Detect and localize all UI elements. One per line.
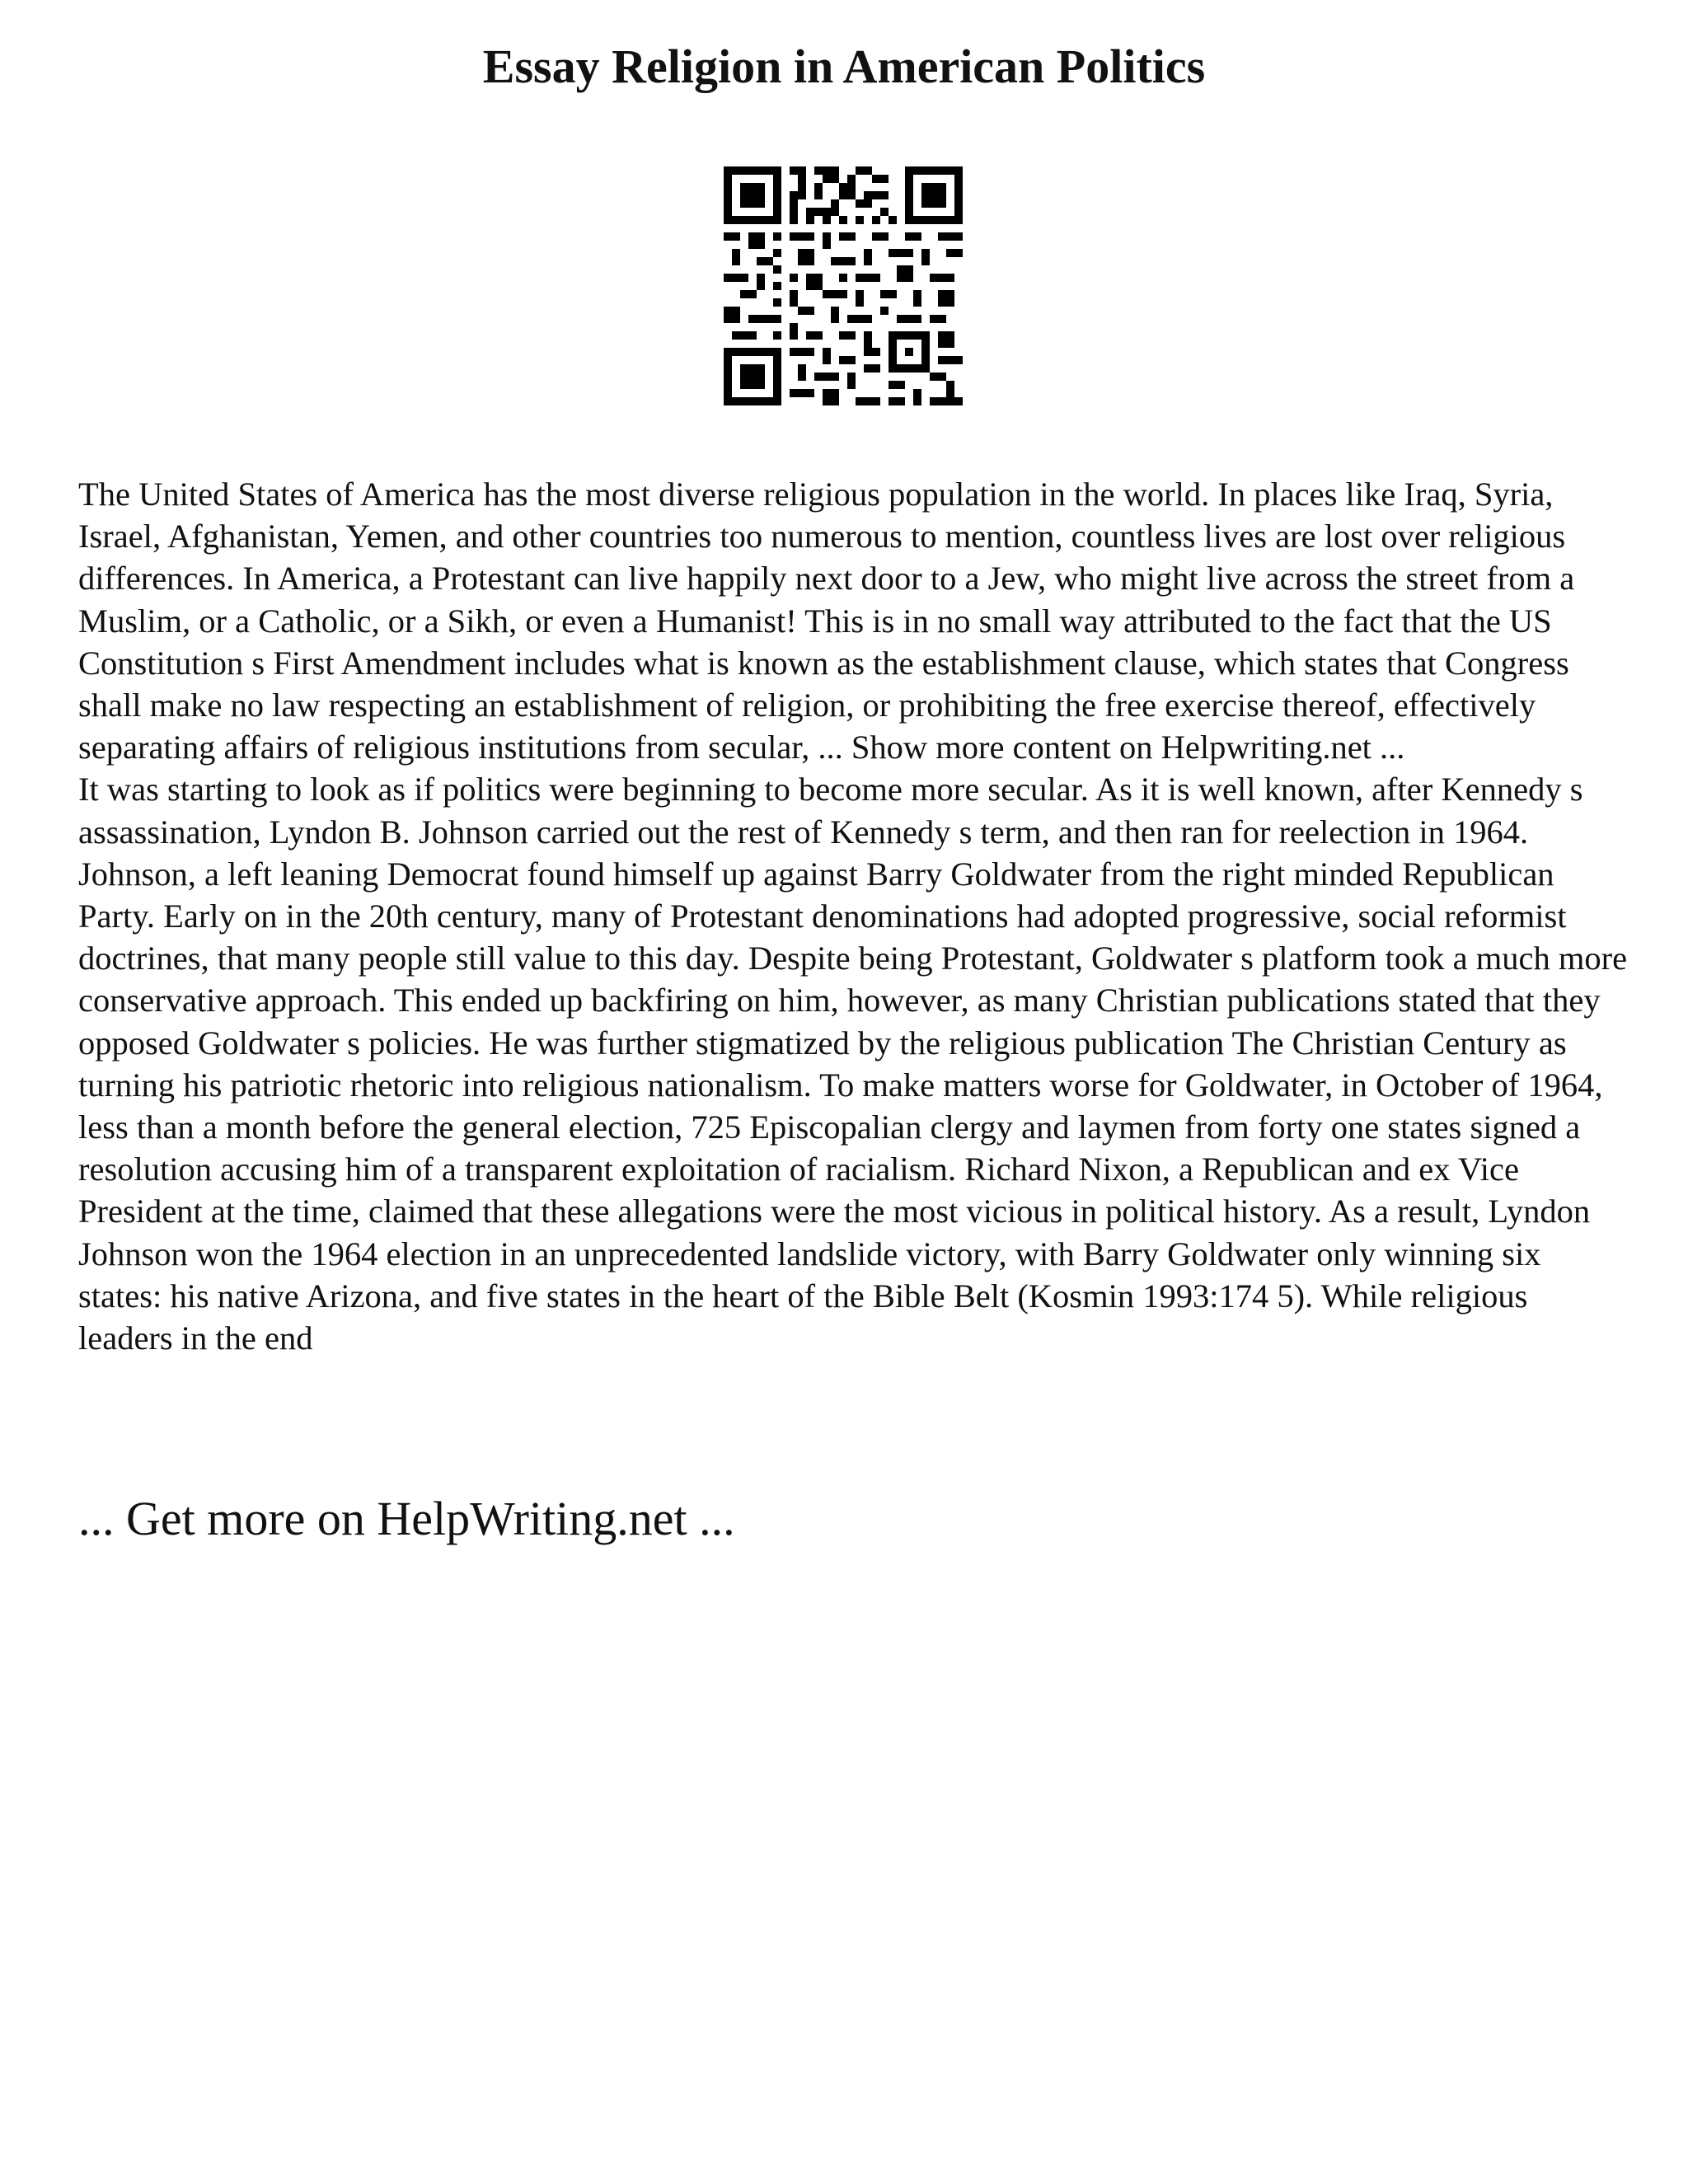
essay-body	[78, 473, 1628, 1359]
essay-paragraph-2: It was starting to look as if politics were beginning to become more secular. As it is well known, after Kennedy s assassination, Lyndon B. Johnson carried out the rest of Kennedy s term, and then ran for reelection in 1964. Johnson, a left leaning Democrat found himself up against Barry Goldwater from the right minded Republican Party. Early on in the 20th century, many of Protestant denominations had adopted progressive, social reformist doctrines, that many people still value to this day. Despite being Protestant, Goldwater s platform took a much more conservative approach. This ended up backfiring on him, however, as many Christian publications stated that they opposed Goldwater s policies. He was further stigmatized by the religious publication The Christian Century as turning his patriotic rhetoric into religious nationalism. To make matters worse for Goldwater, in October of 1964, less than a month before the general election, 725 Episcopalian clergy and laymen from forty one states signed a resolution accusing him of a transparent exploitation of racialism. Richard Nixon, a Republican and ex Vice President at the time, claimed that these allegations were the most vicious in political history. As a result, Lyndon Johnson won the 1964 election in an unprecedented landslide victory, with Barry Goldwater only winning six states: his native Arizona, and five states in the heart of the Bible Belt (Kosmin 1993:174 5). While religious leaders in the end	[78, 771, 1628, 1357]
qr-code-icon	[724, 166, 963, 405]
get-more-link[interactable]: ... Get more on HelpWriting.net ...	[78, 1492, 735, 1545]
document-title: Essay Religion in American Politics	[482, 40, 1206, 93]
essay-paragraph-1: The United States of America has the most diverse religious population in the world. In places like Iraq, Syria, Israel, Afghanistan, Yemen, and other countries too numerous to mention, countless lives are lost over religious differences. In America, a Protestant can live happily next door to a Jew, who might live across the street from a Muslim, or a Catholic, or a Sikh, or even a Humanist! This is in no small way attributed to the fact that the US Constitution s First Amendment includes what is known as the establishment clause, which states that Congress shall make no law respecting an establishment of religion, or prohibiting the free exercise thereof, effectively separating affairs of religious institutions from secular, ... Show more content on Helpwriting.net ...	[78, 476, 1575, 766]
